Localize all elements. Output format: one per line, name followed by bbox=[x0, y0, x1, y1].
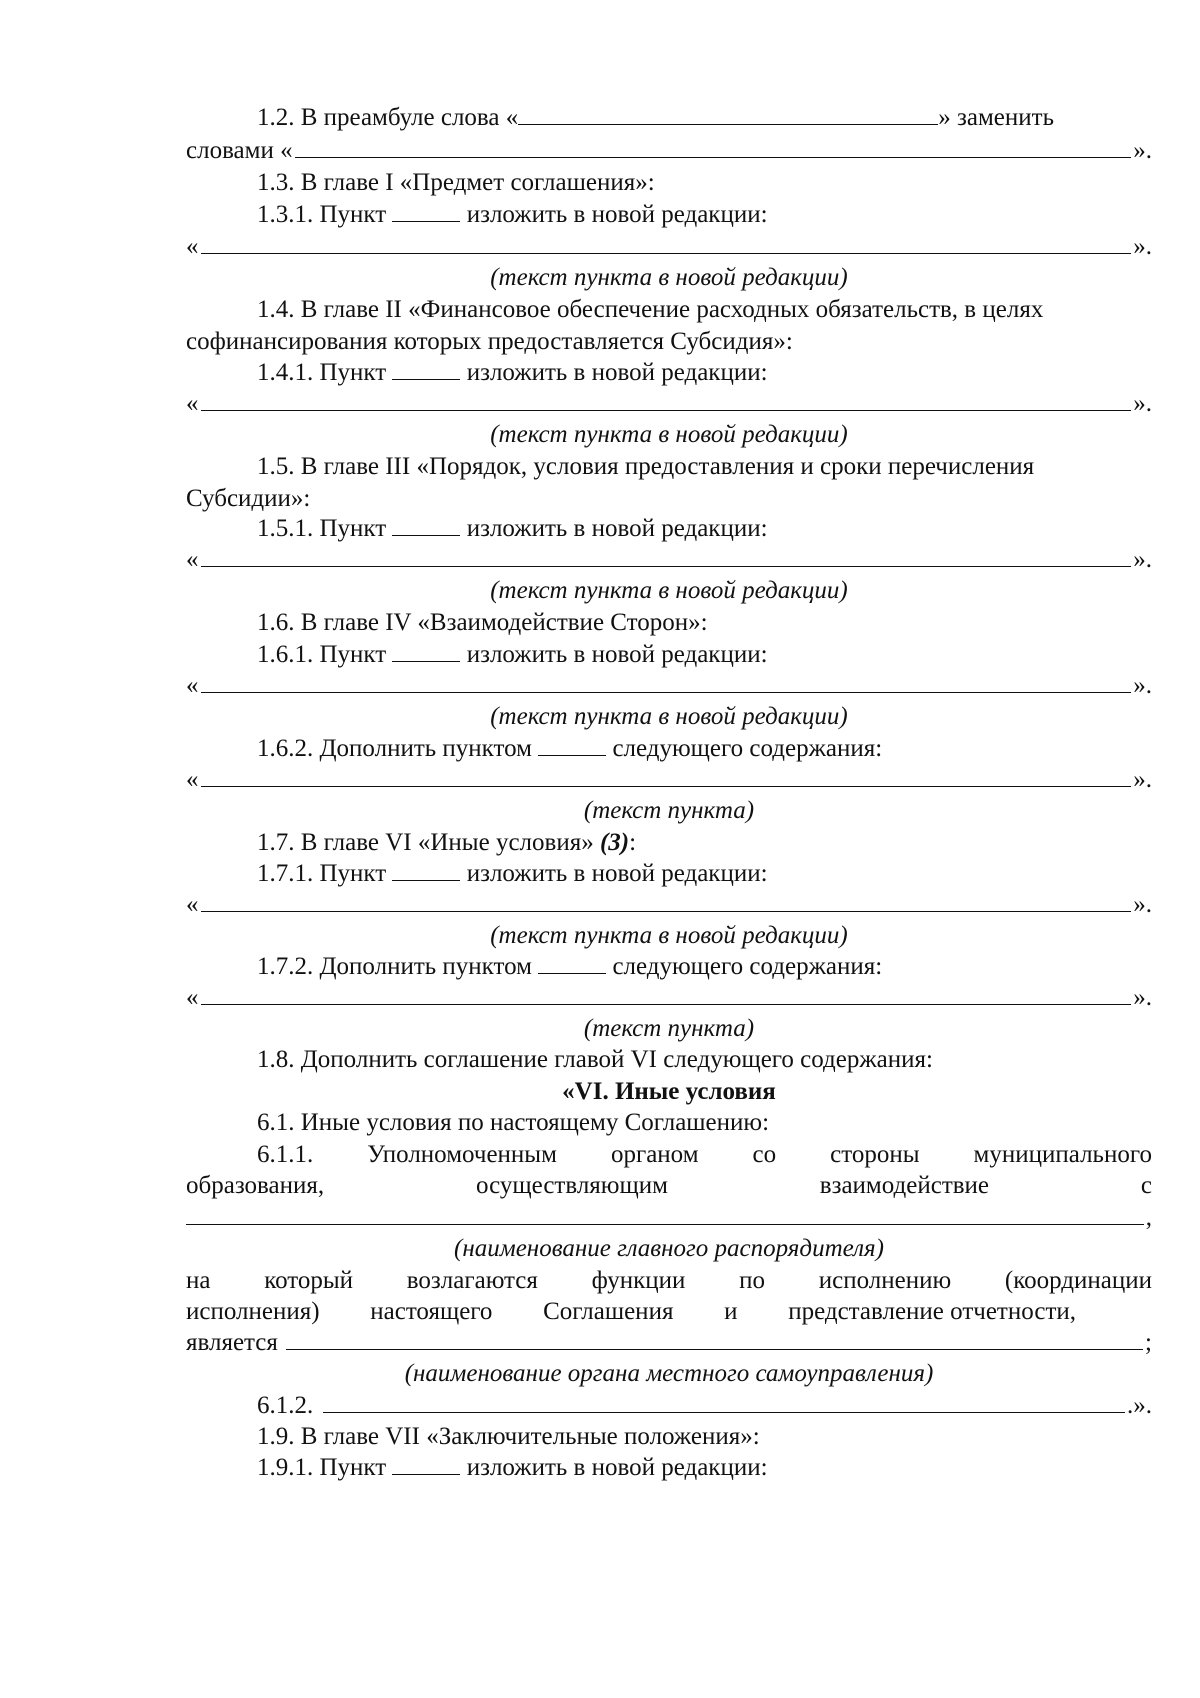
word: исполнения) bbox=[186, 1298, 320, 1325]
section-heading: «VI. Иные условия bbox=[562, 1078, 776, 1105]
fill-line-main-manager bbox=[186, 1202, 1152, 1234]
word: муниципального bbox=[973, 1141, 1152, 1168]
fill-line-1-6-2 bbox=[186, 764, 1152, 796]
open-quote: « bbox=[186, 390, 199, 417]
paragraph-6-1-2 bbox=[257, 1390, 1152, 1422]
blank-new-text bbox=[201, 889, 1132, 912]
blank-item-number bbox=[538, 733, 606, 756]
colon: : bbox=[629, 829, 637, 856]
paragraph-1-6-1 bbox=[257, 639, 768, 671]
close-quote: ». bbox=[1133, 233, 1152, 260]
caption-1-3-1: (текст пункта в новой редакции) bbox=[490, 264, 848, 291]
footnote-ref: (3) bbox=[599, 829, 630, 856]
caption-1-5-1: (текст пункта в новой редакции) bbox=[490, 577, 848, 604]
paragraph-6-1-1-line4 bbox=[186, 1296, 1076, 1328]
paragraph-1-7-1 bbox=[257, 858, 768, 890]
open-quote: « bbox=[186, 766, 199, 793]
word: с bbox=[1140, 1172, 1152, 1199]
word: настоящего bbox=[370, 1298, 493, 1325]
text-soderzhaniya: следующего содержания: bbox=[612, 735, 883, 762]
text-slovami: словами « bbox=[186, 137, 293, 164]
text-6-1-2: 6.1.2. bbox=[257, 1392, 314, 1419]
word: который bbox=[264, 1267, 354, 1294]
paragraph-1-2 bbox=[257, 102, 1054, 134]
paragraph-1-4-1 bbox=[257, 357, 768, 389]
text-punkt: 1.9.1. Пункт bbox=[257, 1454, 387, 1481]
word: функции bbox=[591, 1267, 686, 1294]
line-new-words bbox=[186, 135, 1152, 167]
blank-old-words bbox=[518, 102, 938, 125]
word: и bbox=[724, 1298, 738, 1325]
word: 6.1.1. bbox=[257, 1141, 314, 1168]
paragraph-1-6-2 bbox=[257, 733, 882, 765]
blank-6-1-2 bbox=[323, 1390, 1125, 1413]
fill-line-1-6-1 bbox=[186, 670, 1152, 702]
word: Уполномоченным bbox=[367, 1141, 557, 1168]
paragraph-1-4-line2: софинансирования которых предоставляется Субсидия»: bbox=[186, 328, 793, 355]
caption-1-6-2: (текст пункта) bbox=[583, 797, 755, 824]
close-quote: ». bbox=[1133, 984, 1152, 1011]
word: осуществляющим bbox=[475, 1172, 668, 1199]
blank-item-text bbox=[201, 982, 1132, 1005]
fill-line-1-7-2 bbox=[186, 982, 1152, 1014]
paragraph-1-9: 1.9. В главе VII «Заключительные положения»: bbox=[257, 1423, 760, 1450]
blank-new-text bbox=[201, 231, 1132, 254]
paragraph-1-3: 1.3. В главе I «Предмет соглашения»: bbox=[257, 169, 655, 196]
word: образования, bbox=[186, 1172, 325, 1199]
word: по bbox=[739, 1267, 765, 1294]
text-1-2-start: 1.2. В преамбуле слова « bbox=[257, 104, 519, 131]
blank-item-number bbox=[392, 357, 460, 380]
text-punkt: 1.5.1. Пункт bbox=[257, 515, 387, 542]
text-punkt: 1.4.1. Пункт bbox=[257, 359, 387, 386]
blank-item-number bbox=[392, 199, 460, 222]
word: исполнению bbox=[818, 1267, 952, 1294]
paragraph-1-8: 1.8. Дополнить соглашение главой VI следующего содержания: bbox=[257, 1046, 933, 1073]
word: взаимодействие bbox=[819, 1172, 990, 1199]
close-quote: ». bbox=[1133, 546, 1152, 573]
text-punkt: 1.7.1. Пункт bbox=[257, 860, 387, 887]
open-quote: « bbox=[186, 546, 199, 573]
word: органом bbox=[610, 1141, 699, 1168]
caption-main-manager: (наименование главного распорядителя) bbox=[454, 1235, 884, 1262]
paragraph-1-9-1 bbox=[257, 1452, 768, 1484]
blank-new-words bbox=[295, 135, 1132, 158]
blank-main-manager bbox=[186, 1202, 1144, 1225]
fill-line-1-5-1 bbox=[186, 544, 1152, 576]
text-dopolnit: 1.7.2. Дополнить пунктом bbox=[257, 953, 532, 980]
close-quote: ». bbox=[1133, 672, 1152, 699]
paragraph-1-4-line1: 1.4. В главе II «Финансовое обеспечение расходных обязательств, в целях bbox=[257, 296, 1044, 323]
blank-item-number bbox=[392, 1452, 460, 1475]
caption-1-4-1: (текст пункта в новой редакции) bbox=[490, 421, 848, 448]
semicolon: ; bbox=[1145, 1329, 1152, 1356]
text-1-7: 1.7. В главе VI «Иные условия» bbox=[257, 829, 594, 856]
open-quote: « bbox=[186, 984, 199, 1011]
text-dopolnit: 1.6.2. Дополнить пунктом bbox=[257, 735, 532, 762]
text-punkt: 1.6.1. Пункт bbox=[257, 641, 387, 668]
text-izlozhit: изложить в новой редакции: bbox=[466, 201, 768, 228]
close-quote: ». bbox=[1133, 891, 1152, 918]
blank-item-number bbox=[538, 951, 606, 974]
paragraph-1-5-1 bbox=[257, 513, 768, 545]
text-izlozhit: изложить в новой редакции: bbox=[466, 860, 768, 887]
word: (координации bbox=[1004, 1267, 1152, 1294]
text-izlozhit: изложить в новой редакции: bbox=[466, 641, 768, 668]
word: представление отчетности, bbox=[788, 1298, 1076, 1325]
open-quote: « bbox=[186, 672, 199, 699]
word: на bbox=[186, 1267, 211, 1294]
paragraph-1-5-line1: 1.5. В главе III «Порядок, условия предоставления и сроки перечисления bbox=[257, 453, 1035, 480]
word: возлагаются bbox=[406, 1267, 538, 1294]
blank-new-text bbox=[201, 388, 1132, 411]
paragraph-1-3-1 bbox=[257, 199, 768, 231]
close-quote: .». bbox=[1127, 1392, 1152, 1419]
text-1-2-replace: » заменить bbox=[938, 104, 1054, 131]
word: со bbox=[752, 1141, 777, 1168]
fill-line-1-7-1 bbox=[186, 889, 1152, 921]
text-izlozhit: изложить в новой редакции: bbox=[466, 359, 768, 386]
paragraph-1-5-line2: Субсидии»: bbox=[186, 485, 311, 512]
fill-line-1-3-1 bbox=[186, 231, 1152, 263]
fill-line-local-authority bbox=[186, 1327, 1152, 1359]
close-quote: ». bbox=[1133, 766, 1152, 793]
word: Соглашения bbox=[543, 1298, 674, 1325]
close-quote: ». bbox=[1133, 390, 1152, 417]
caption-1-7-2: (текст пункта) bbox=[583, 1015, 755, 1042]
paragraph-1-6: 1.6. В главе IV «Взаимодействие Сторон»: bbox=[257, 609, 708, 636]
open-quote: « bbox=[186, 891, 199, 918]
caption-1-7-1: (текст пункта в новой редакции) bbox=[490, 922, 848, 949]
blank-item-text bbox=[201, 764, 1132, 787]
paragraph-6-1-1-line1 bbox=[257, 1139, 1152, 1171]
paragraph-6-1-1-line2 bbox=[186, 1170, 1152, 1202]
paragraph-6-1: 6.1. Иные условия по настоящему Соглашению: bbox=[257, 1109, 770, 1136]
blank-item-number bbox=[392, 513, 460, 536]
text-izlozhit: изложить в новой редакции: bbox=[466, 1454, 768, 1481]
paragraph-1-7 bbox=[257, 827, 636, 859]
blank-new-text bbox=[201, 544, 1132, 567]
text-izlozhit: изложить в новой редакции: bbox=[466, 515, 768, 542]
text-yavlyaetsya: является bbox=[186, 1329, 278, 1356]
caption-local-authority: (наименование органа местного самоуправления) bbox=[404, 1360, 934, 1387]
fill-line-1-4-1 bbox=[186, 388, 1152, 420]
comma: , bbox=[1145, 1204, 1152, 1231]
blank-item-number bbox=[392, 639, 460, 662]
blank-local-authority bbox=[286, 1327, 1143, 1350]
word: стороны bbox=[830, 1141, 920, 1168]
open-quote: « bbox=[186, 233, 199, 260]
close-quote: ». bbox=[1133, 137, 1152, 164]
blank-item-number bbox=[392, 858, 460, 881]
text-soderzhaniya: следующего содержания: bbox=[612, 953, 883, 980]
paragraph-6-1-1-line3 bbox=[186, 1265, 1152, 1297]
paragraph-1-7-2 bbox=[257, 951, 882, 983]
caption-1-6-1: (текст пункта в новой редакции) bbox=[490, 703, 848, 730]
text-punkt: 1.3.1. Пункт bbox=[257, 201, 387, 228]
blank-new-text bbox=[201, 670, 1132, 693]
